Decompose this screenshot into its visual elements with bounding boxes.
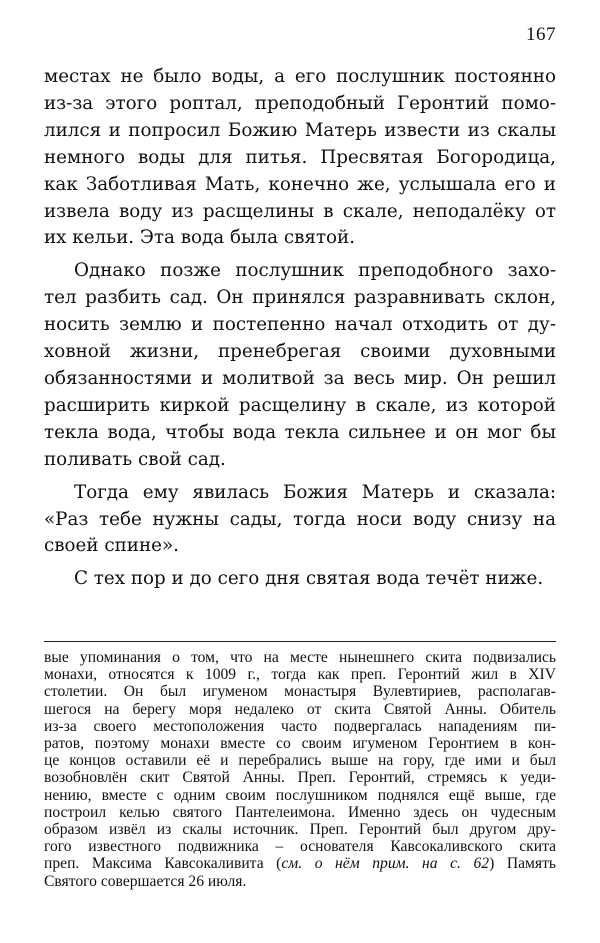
text-line: обязанностями и молитвой за весь мир. Он решил — [44, 367, 556, 389]
footnote-line: построил келью святого Пантелеимона. Именно здесь он чудесным — [44, 803, 556, 821]
footnote-line: це концов оставили её и перебрались выше на гору, где ими и был — [44, 752, 556, 770]
paragraph-1 — [44, 64, 556, 252]
text-line: местах не было воды, а его послушник постоянно — [44, 66, 556, 87]
footnote-line: Святого совершается 26 июля. — [44, 872, 247, 890]
text-line: из-за этого роптал, преподобный Геронтий помо- — [44, 92, 556, 114]
text-line: извела воду из расщелины в скале, неподалёку от — [44, 200, 556, 222]
text-line: как Заботливая Мать, конечно же, услышала его и — [44, 173, 556, 195]
footnote-line: образом извёл из скалы источник. Преп. Геронтий был другом дру- — [44, 821, 556, 839]
footnote-line-with-reference — [44, 855, 556, 872]
text-line: текла вода, чтобы вода текла сильнее и он мог бы — [44, 421, 556, 443]
paragraph-4 — [44, 566, 556, 593]
footnote — [44, 649, 556, 890]
footnote-line: возобновлён скит Святой Анны. Преп. Геронтий, стремясь к уеди- — [44, 769, 556, 787]
text-line: С тех пор и до сего дня святая вода течёт ниже. — [74, 568, 544, 590]
paragraph-3 — [44, 480, 556, 561]
paragraph-2 — [44, 258, 556, 473]
main-text — [44, 64, 556, 599]
footnote-line: гого известного подвижника – основателя Кавсокаливского скита — [44, 838, 556, 856]
cross-reference: см. о нём прим. на с. 62 — [281, 855, 490, 873]
footnote-line: монахи, относятся к 1009 г., тогда как преп. Геронтий жил в XIV — [44, 666, 556, 684]
page-number: 167 — [526, 24, 556, 45]
text-line: Однако позже послушник преподобного захо- — [74, 260, 556, 282]
text-line: тел разбить сад. Он принялся разравнивать склон, — [44, 287, 556, 309]
footnote-line: шегося на берегу моря недалеко от скита Святой Анны. Обитель — [44, 700, 556, 718]
text-line: расширить киркой расщелину в скале, из которой — [44, 394, 556, 416]
footnote-line: нению, вместе с одним своим послушником поднялся ещё выше, где — [44, 786, 556, 804]
text-line: своей спине». — [44, 535, 179, 557]
text-line: поливать свой сад. — [44, 448, 226, 470]
footnote-line: ратов, поэтому монахи вместе со своим игуменом Геронтием в кон- — [44, 735, 556, 753]
text-line: немного воды для питья. Пресвятая Богородица, — [44, 146, 556, 168]
footnote-line: столетии. Он был игуменом монастыря Вулевтириев, располагав- — [44, 683, 556, 701]
footnote-line: из-за своего местоположения часто подвергалась нападениям пи- — [44, 717, 556, 735]
footnote-divider — [44, 641, 556, 642]
text-line: носить землю и постепенно начал отходить от ду- — [44, 314, 556, 336]
footnote-line: вые упоминания о том, что на месте нынешнего скита подвизались — [44, 649, 556, 666]
footnote-text: ) Память — [489, 855, 556, 873]
text-line: их кельи. Эта вода была святой. — [44, 227, 356, 249]
text-line: ховной жизни, пренебрегая своими духовными — [44, 341, 556, 363]
footnote-text: преп. Максима Кавсокаливита ( — [44, 855, 282, 873]
text-line: «Раз тебе нужны сады, тогда носи воду снизу на — [44, 508, 556, 530]
text-line: Тогда ему явилась Божия Матерь и сказала: — [74, 481, 556, 503]
text-line: лился и попросил Божию Матерь извести из скалы — [44, 119, 556, 141]
